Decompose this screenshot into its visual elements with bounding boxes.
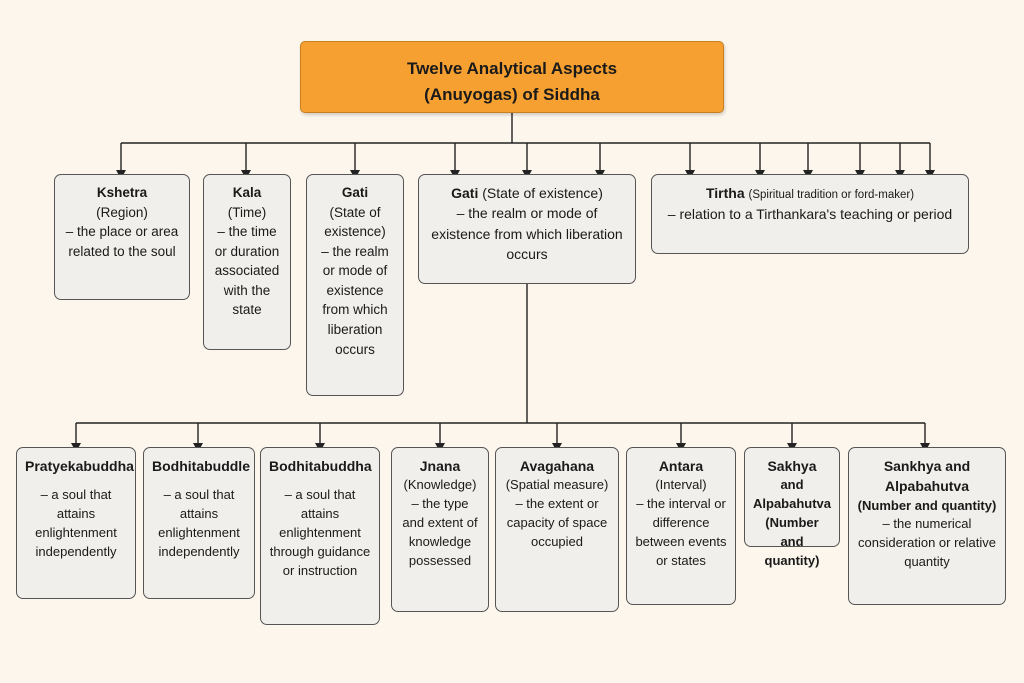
node-bodhitabuddle-title: Bodhitabuddle <box>152 458 250 474</box>
node-avagahana-sub: (Spatial measure) <box>505 477 609 493</box>
node-bodhitabuddle-desc: – a soul that attains enlightenment independently <box>158 487 240 559</box>
node-pratyekabuddha-desc: – a soul that attains enlightenment independently <box>35 487 117 559</box>
node-gati2-title: Gati <box>451 185 479 201</box>
node-tirtha-desc: – relation to a Tirthankara's teaching or period <box>667 205 953 222</box>
node-antara-desc: – the interval or difference between events or states <box>635 496 727 568</box>
node-kshetra-title: Kshetra <box>96 185 148 200</box>
node-jnana-sub: (Knowledge) <box>403 477 477 493</box>
node-pratyekabuddha-title: Pratyekabuddha <box>25 458 134 474</box>
node-gati <box>306 174 404 396</box>
node-bodhitabuddha-desc: – a soul that attains enlightenment through guidance or instruction <box>269 487 371 578</box>
node-gati-state-of-existence <box>418 174 636 284</box>
node-gati-desc: – the realm or mode of existence from which liberation occurs <box>321 243 389 357</box>
node-bodhitabuddha <box>260 447 380 625</box>
node-jnana-title: Jnana <box>419 458 461 474</box>
node-tirtha-title: Tirtha <box>705 185 745 201</box>
node-gati2-desc: – the realm or mode of existence from which liberation occurs <box>431 205 623 262</box>
node-avagahana-desc: – the extent or capacity of space occupied <box>506 496 608 549</box>
node-tirtha-heading <box>660 183 960 204</box>
node-kshetra-sub: (Region) <box>96 204 148 220</box>
node-bodhitabuddle <box>143 447 255 599</box>
node-sakhya-title: Sakhya <box>767 458 817 474</box>
node-antara-sub: (Interval) <box>655 477 707 493</box>
node-sakhya <box>744 447 840 568</box>
node-sankhya-desc: – the numerical consideration or relative quantity <box>857 516 997 570</box>
root-title-line2: (Anuyogas) of Siddha <box>424 84 600 104</box>
node-avagahana-title: Avagahana <box>519 458 595 474</box>
node-gati-title: Gati <box>341 185 369 200</box>
node-bodhitabuddha-title: Bodhitabuddha <box>269 458 372 474</box>
node-gati-sub: (State of existence) <box>324 204 386 240</box>
node-sakhya-sub: and Alpabahutva (Number and quantity) <box>753 477 832 568</box>
node-gati2-sub: (State of existence) <box>482 185 603 201</box>
root-title-line1: Twelve Analytical Aspects <box>406 59 618 78</box>
node-kala-desc: – the time or duration associated with the state <box>214 224 280 318</box>
node-jnana-desc: – the type and extent of knowledge possessed <box>402 496 478 568</box>
root-node <box>300 41 724 113</box>
node-pratyekabuddha <box>16 447 136 599</box>
node-gati2-heading <box>427 183 627 203</box>
node-avagahana <box>495 447 619 612</box>
node-kshetra-desc: – the place or area related to the soul <box>65 224 179 259</box>
node-antara <box>626 447 736 605</box>
node-kala-title: Kala <box>232 185 262 200</box>
node-sankhya-alpabahutva <box>848 447 1006 605</box>
node-jnana <box>391 447 489 612</box>
node-kala <box>203 174 291 350</box>
node-tirtha-sub: (Spiritual tradition or ford-maker) <box>748 189 915 201</box>
node-sankhya-title: Sankhya and Alpabahutva <box>883 458 971 495</box>
node-antara-title: Antara <box>658 458 704 474</box>
node-tirtha <box>651 174 969 254</box>
node-kala-sub: (Time) <box>227 204 267 220</box>
node-sankhya-sub: (Number and quantity) <box>857 497 997 513</box>
node-kshetra <box>54 174 190 300</box>
